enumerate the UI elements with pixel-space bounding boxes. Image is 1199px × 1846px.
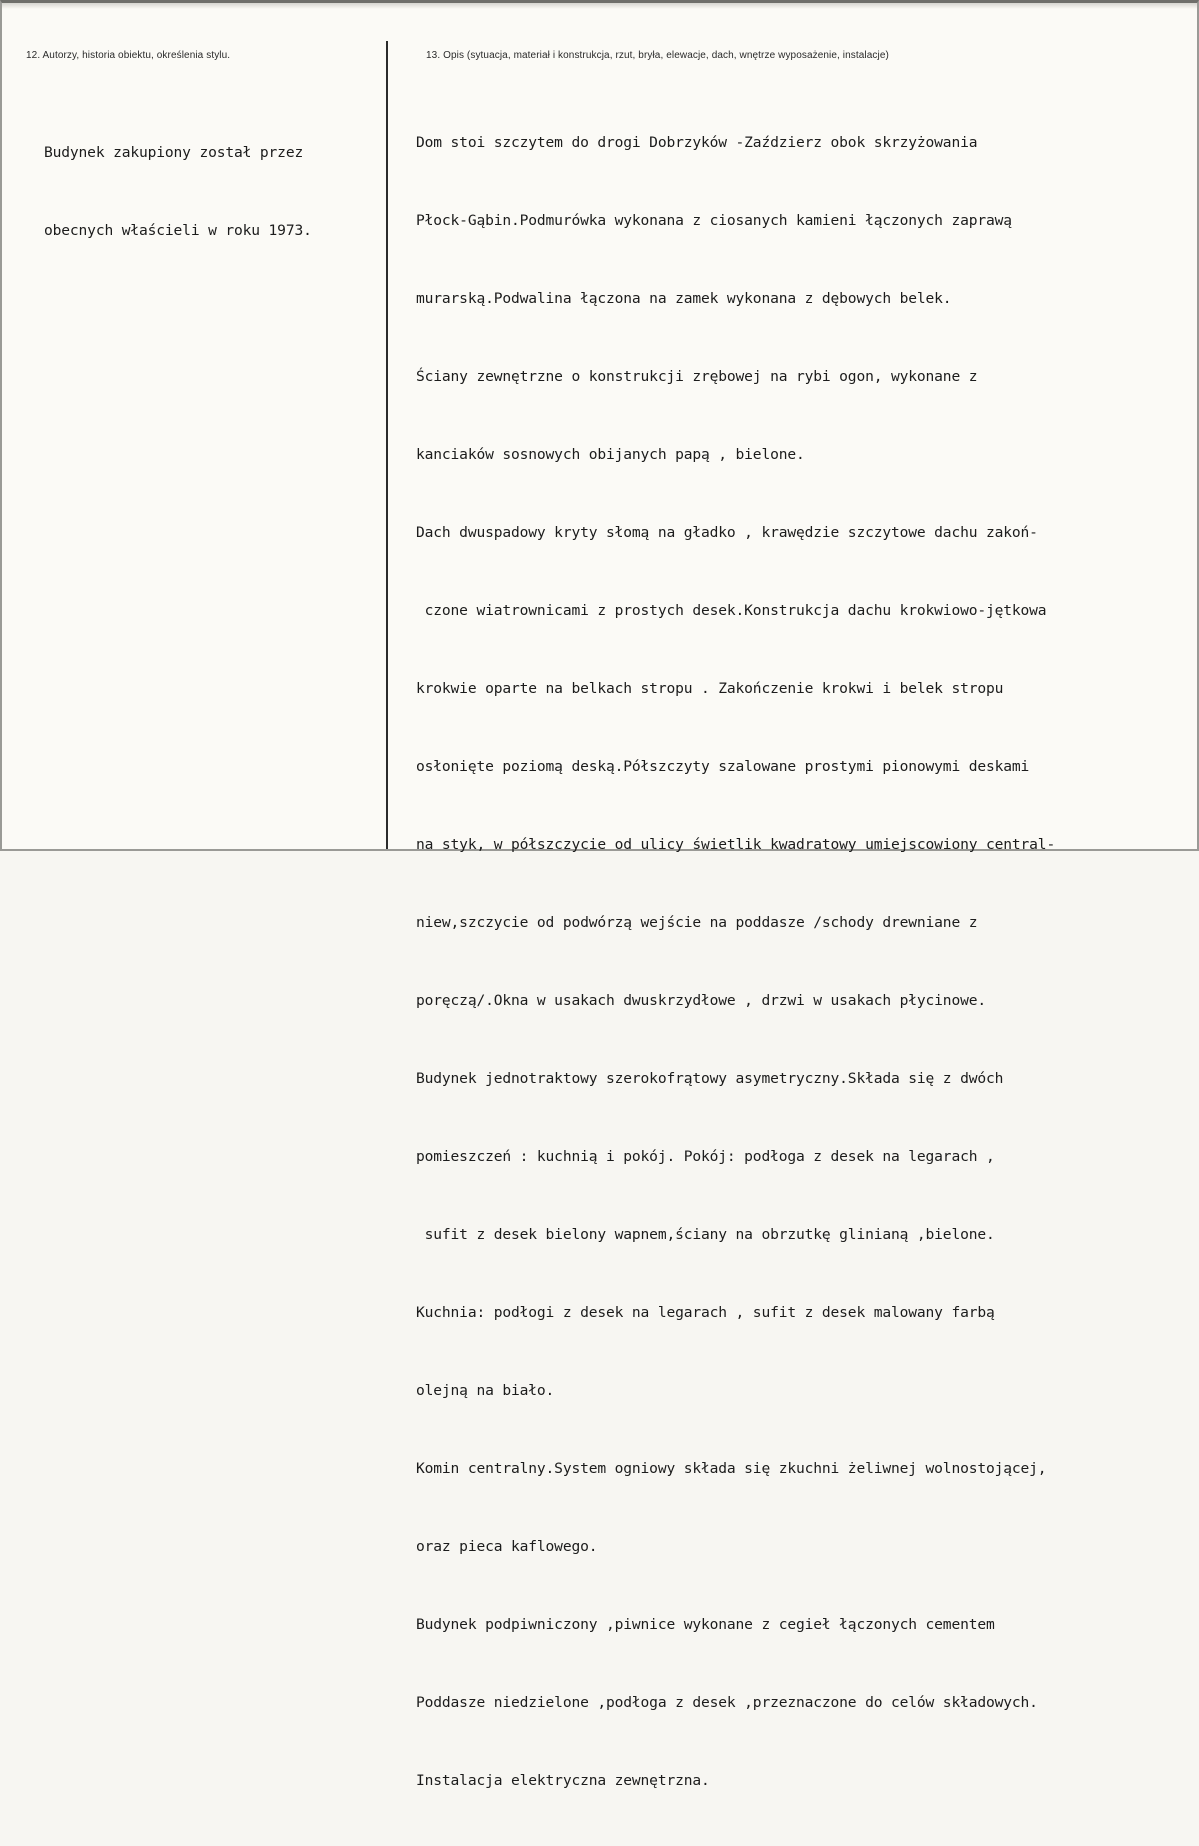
typed-line: Komin centralny.System ogniowy składa się zkuchni żeliwnej wolnostojącej, <box>416 1460 1047 1477</box>
typed-line: olejną na biało. <box>416 1382 555 1399</box>
typed-line: Dach dwuspadowy kryty słomą na gładko , krawędzie szczytowe dachu zakoń- <box>416 524 1038 541</box>
section-12-column <box>2 3 386 849</box>
typed-line: obecnych właścieli w roku 1973. <box>44 222 312 239</box>
section-12-text <box>44 88 312 296</box>
typed-line: krokwie oparte na belkach stropu . Zakończenie krokwi i belek stropu <box>416 680 1004 697</box>
typed-line: czone wiatrownicami z prostych desek.Konstrukcja dachu krokwiowo-jętkowa <box>416 602 1047 619</box>
typed-line: Płock-Gąbin.Podmurówka wykonana z ciosanych kamieni łączonych zaprawą <box>416 212 1012 229</box>
typed-line: Kuchnia: podłogi z desek na legarach , sufit z desek malowany farbą <box>416 1304 995 1321</box>
section-13-column <box>388 3 1199 1789</box>
typed-line: niew,szczycie od podwórzą wejście na poddasze /schody drewniane z <box>416 914 978 931</box>
typed-line: Poddasze niedzielone ,podłoga z desek ,przeznaczone do celów składowych. <box>416 1694 1038 1711</box>
typed-line: Dom stoi szczytem do drogi Dobrzyków -Zaździerz obok skrzyżowania <box>416 134 978 151</box>
typed-line: Ściany zewnętrzne o konstrukcji zrębowej na rybi ogon, wykonane z <box>416 368 978 385</box>
typed-line: pomieszczeń : kuchnią i pokój. Pokój: podłoga z desek na legarach , <box>416 1148 995 1165</box>
typed-line: murarską.Podwalina łączona na zamek wykonana z dębowych belek. <box>416 290 952 307</box>
typed-line: poręczą/.Okna w usakach dwuskrzydłowe , drzwi w usakach płycinowe. <box>416 992 986 1009</box>
typed-line: osłonięte poziomą deską.Półszczyty szalowane prostymi pionowymi deskami <box>416 758 1030 775</box>
typed-line: Budynek jednotraktowy szerokofrątowy asymetryczny.Składa się z dwóch <box>416 1070 1004 1087</box>
typed-line: oraz pieca kaflowego. <box>416 1538 598 1555</box>
typed-line: sufit z desek bielony wapnem,ściany na obrzutkę glinianą ,bielone. <box>416 1226 995 1243</box>
typed-line: Budynek podpiwniczony ,piwnice wykonane z cegieł łączonych cementem <box>416 1616 995 1633</box>
typed-line: Instalacja elektryczna zewnętrzna. <box>416 1772 710 1789</box>
section-12-label: 12. Autorzy, historia obiektu, określenia stylu. <box>26 50 231 61</box>
section-13-text <box>416 78 1055 1846</box>
typed-line: kanciaków sosnowych obijanych papą , bielone. <box>416 446 805 463</box>
section-13-label: 13. Opis (sytuacja, materiał i konstrukcja, rzut, bryła, elewacje, dach, wnętrze wyposażenie, instalacje) <box>426 50 889 61</box>
typed-line: na styk, w półszczycie od ulicy świetlik kwadratowy umiejscowiony central- <box>416 836 1056 853</box>
typed-line: Budynek zakupiony został przez <box>44 144 304 161</box>
